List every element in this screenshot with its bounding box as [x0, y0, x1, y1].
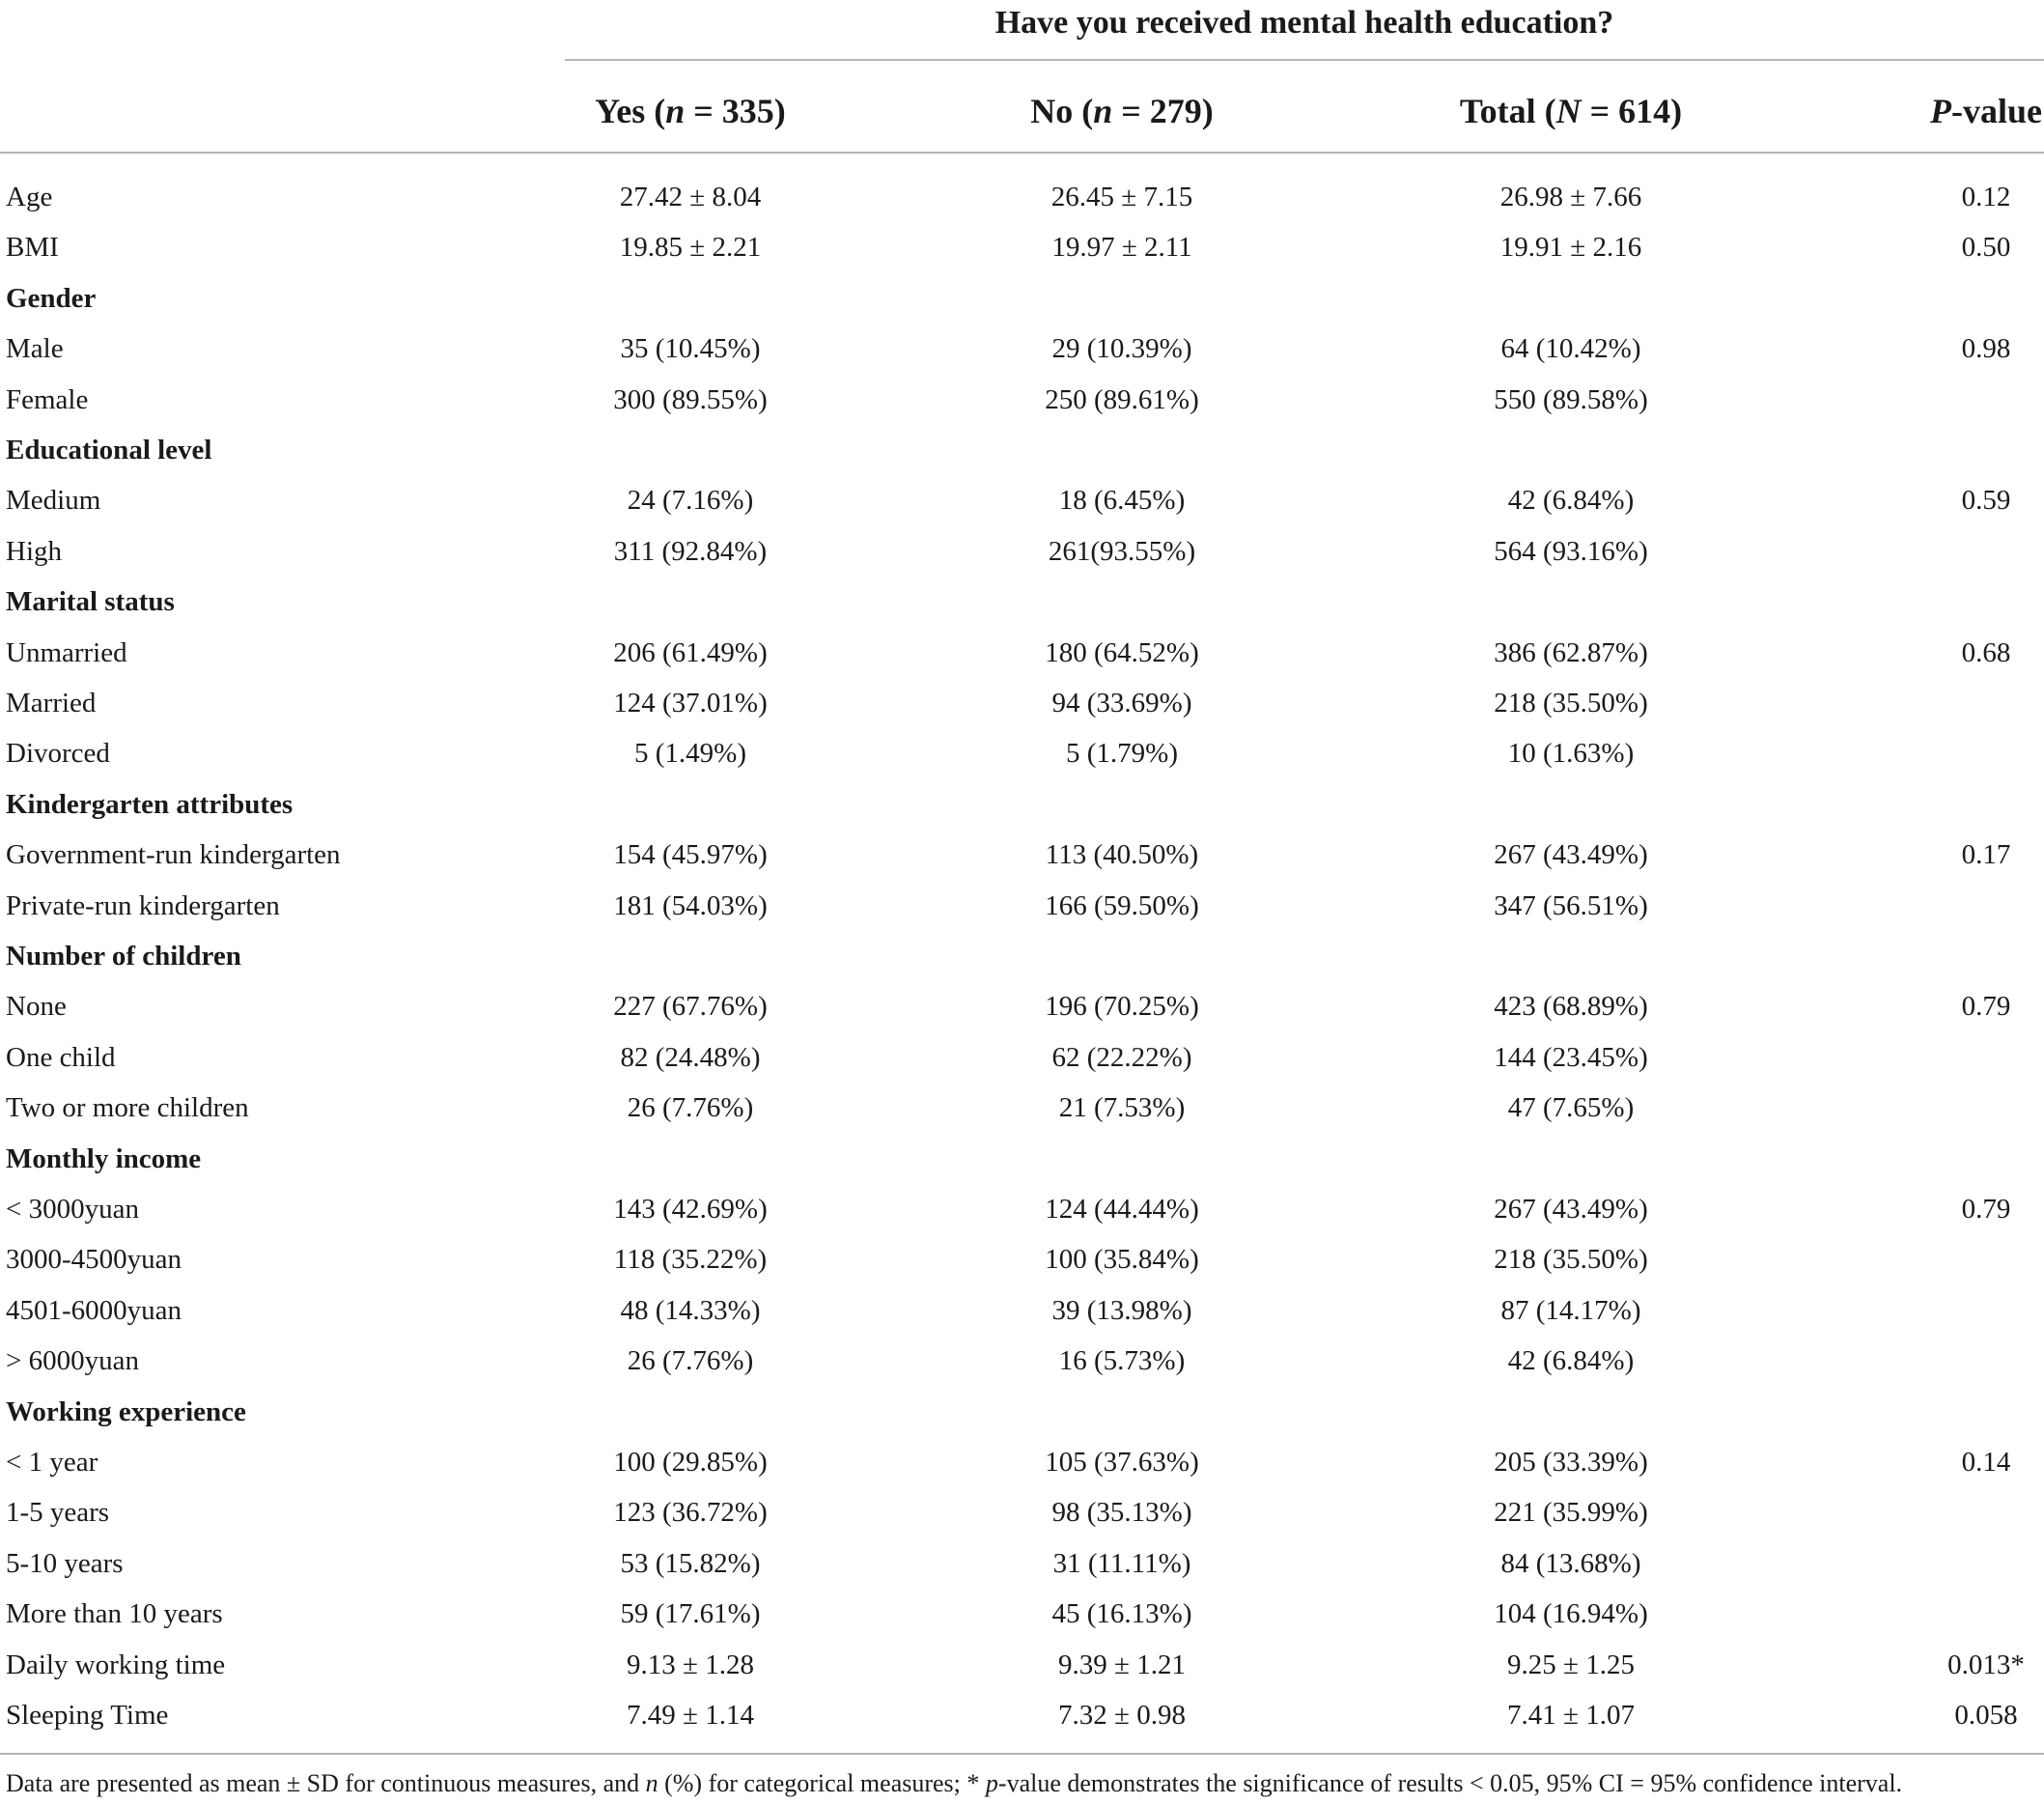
cell-p: 0.14 — [1961, 1447, 2011, 1478]
cell-no: 26.45 ± 7.15 — [1050, 182, 1193, 212]
table-row — [0, 1184, 2044, 1234]
cell-no: 7.32 ± 0.98 — [1058, 1700, 1186, 1731]
cell-total: 104 (16.94%) — [1494, 1598, 1648, 1630]
header-total: Total (N = 614) — [1459, 92, 1683, 130]
cell-no: 62 (22.22%) — [1051, 1041, 1192, 1073]
cell-total: 218 (35.50%) — [1494, 688, 1648, 719]
cell-total: 347 (56.51%) — [1494, 889, 1648, 921]
cell-no: 196 (70.25%) — [1045, 991, 1199, 1023]
cell-label: Medium — [6, 485, 101, 517]
spanner-rule — [565, 59, 2044, 61]
cell-yes: 143 (42.69%) — [613, 1194, 768, 1225]
table-row — [0, 1032, 2044, 1083]
cell-label: Daily working time — [6, 1649, 226, 1680]
cell-total: 267 (43.49%) — [1494, 1194, 1648, 1225]
cell-p — [1861, 1487, 2044, 1537]
cell-label: < 3000yuan — [6, 1194, 139, 1225]
cell-label: One child — [6, 1041, 116, 1073]
cell-label: 5-10 years — [6, 1547, 124, 1579]
cell-label: Married — [6, 688, 97, 719]
cell-p — [1861, 1589, 2044, 1639]
cell-p — [1861, 1336, 2044, 1386]
cell-total: 84 (13.68%) — [1500, 1547, 1641, 1579]
header-yes: Yes (n = 335) — [595, 92, 786, 130]
cell-no: 166 (59.50%) — [1045, 889, 1199, 921]
table-row — [0, 1640, 2044, 1690]
table-section-row — [0, 577, 2044, 627]
table-section-row — [0, 273, 2044, 324]
cell-yes: 100 (29.85%) — [613, 1447, 768, 1478]
cell-no: 261(93.55%) — [1048, 535, 1196, 567]
cell-no: 9.39 ± 1.21 — [1058, 1649, 1186, 1680]
cell-label: Sleeping Time — [6, 1700, 169, 1731]
cell-label: Gender — [6, 282, 97, 314]
table-footnote: Data are presented as mean ± SD for continuous measures, and n (%) for categorical measures; * p-value demonstrates the significance of results < 0.05, 95% CI = 95% confidence interval. — [6, 1769, 1903, 1797]
cell-no: 100 (35.84%) — [1045, 1244, 1199, 1276]
cell-label: Two or more children — [6, 1092, 249, 1124]
table-row — [0, 1589, 2044, 1639]
cell-yes: 181 (54.03%) — [613, 889, 768, 921]
cell-yes: 9.13 ± 1.28 — [627, 1649, 754, 1680]
cell-p: 0.68 — [1961, 636, 2011, 668]
cell-yes: 59 (17.61%) — [620, 1598, 761, 1630]
table-row — [0, 981, 2044, 1031]
cell-total: 7.41 ± 1.07 — [1507, 1700, 1635, 1731]
cell-p: 0.59 — [1961, 485, 2011, 517]
cell-yes: 26 (7.76%) — [627, 1092, 754, 1124]
cell-no: 113 (40.50%) — [1045, 839, 1199, 871]
cell-yes: 5 (1.49%) — [634, 738, 746, 770]
cell-no: 19.97 ± 2.11 — [1051, 232, 1192, 264]
cell-no: 16 (5.73%) — [1058, 1345, 1186, 1377]
cell-p: 0.79 — [1961, 1194, 2011, 1225]
table-spanner-heading: Have you received mental health education? — [994, 5, 1614, 41]
table-row — [0, 475, 2044, 525]
cell-total: 221 (35.99%) — [1494, 1497, 1648, 1529]
cell-label: Divorced — [6, 738, 110, 770]
cell-p — [1861, 1538, 2044, 1589]
table-row — [0, 678, 2044, 728]
table-row — [0, 1538, 2044, 1589]
cell-total: 205 (33.39%) — [1494, 1447, 1648, 1478]
bottom-rule — [0, 1753, 2044, 1755]
cell-yes: 154 (45.97%) — [613, 839, 768, 871]
cell-label: Educational level — [6, 435, 212, 465]
table-row — [0, 830, 2044, 880]
cell-p — [1861, 375, 2044, 425]
table-section-row — [0, 1134, 2044, 1184]
cell-yes: 82 (24.48%) — [620, 1041, 761, 1073]
cell-label: Working experience — [6, 1395, 246, 1427]
cell-no: 250 (89.61%) — [1045, 383, 1199, 415]
cell-no: 105 (37.63%) — [1045, 1447, 1199, 1478]
cell-yes: 26 (7.76%) — [627, 1345, 754, 1377]
cell-yes: 311 (92.84%) — [613, 535, 768, 567]
cell-total: 386 (62.87%) — [1494, 636, 1648, 668]
cell-label: Government-run kindergarten — [6, 839, 341, 871]
table-row — [0, 628, 2044, 678]
cell-p: 0.98 — [1961, 333, 2011, 365]
cell-label: < 1 year — [6, 1447, 98, 1478]
table-row — [0, 1690, 2044, 1740]
cell-label: More than 10 years — [6, 1598, 223, 1630]
cell-label: Male — [6, 333, 64, 365]
table-row — [0, 1336, 2044, 1386]
cell-total: 26.98 ± 7.66 — [1499, 182, 1642, 212]
cell-no: 45 (16.13%) — [1051, 1598, 1192, 1630]
cell-label: 3000-4500yuan — [6, 1244, 182, 1276]
cell-label: Number of children — [6, 941, 241, 972]
cell-p: 0.79 — [1961, 991, 2011, 1023]
table-section-row — [0, 425, 2044, 475]
table-row — [0, 375, 2044, 425]
cell-label: None — [6, 991, 67, 1023]
cell-no: 98 (35.13%) — [1051, 1497, 1192, 1529]
cell-label: Unmarried — [6, 636, 127, 668]
cell-label: Private-run kindergarten — [6, 889, 280, 921]
cell-total: 87 (14.17%) — [1500, 1294, 1641, 1326]
cell-p — [1861, 728, 2044, 778]
cell-no: 21 (7.53%) — [1058, 1092, 1186, 1124]
cell-label: Monthly income — [6, 1142, 202, 1174]
cell-label: > 6000yuan — [6, 1345, 139, 1377]
cell-total: 19.91 ± 2.16 — [1499, 232, 1642, 264]
cell-total: 42 (6.84%) — [1507, 485, 1635, 517]
cell-label: 1-5 years — [6, 1497, 110, 1529]
cell-p — [1861, 881, 2044, 931]
cell-p: 0.058 — [1954, 1700, 2018, 1731]
cell-yes: 123 (36.72%) — [613, 1497, 768, 1529]
cell-no: 124 (44.44%) — [1045, 1194, 1199, 1225]
table-row — [0, 1285, 2044, 1336]
cell-p — [1861, 1285, 2044, 1336]
cell-no: 18 (6.45%) — [1058, 485, 1186, 517]
cell-yes: 124 (37.01%) — [613, 688, 768, 719]
cell-p — [1861, 1032, 2044, 1083]
cell-total: 267 (43.49%) — [1494, 839, 1648, 871]
table-row — [0, 1437, 2044, 1487]
header-p-value: P-value — [1930, 92, 2042, 130]
cell-total: 10 (1.63%) — [1507, 738, 1635, 770]
cell-label: High — [6, 535, 62, 567]
table-row — [0, 324, 2044, 374]
cell-p — [1861, 1083, 2044, 1133]
table-row — [0, 1234, 2044, 1284]
table-row — [0, 526, 2044, 577]
table-row — [0, 172, 2044, 222]
cell-total: 64 (10.42%) — [1500, 333, 1641, 365]
cell-p: 0.17 — [1961, 839, 2011, 871]
cell-total: 9.25 ± 1.25 — [1507, 1649, 1635, 1680]
table-row — [0, 1083, 2044, 1133]
cell-label: 4501-6000yuan — [6, 1294, 182, 1326]
table-section-row — [0, 1387, 2044, 1437]
cell-total: 144 (23.45%) — [1494, 1041, 1648, 1073]
cell-yes: 206 (61.49%) — [613, 636, 768, 668]
cell-yes: 19.85 ± 2.21 — [619, 232, 762, 264]
cell-yes: 300 (89.55%) — [613, 383, 768, 415]
table-section-row — [0, 931, 2044, 981]
cell-yes: 24 (7.16%) — [627, 485, 754, 517]
cell-label: BMI — [6, 232, 59, 264]
cell-yes: 53 (15.82%) — [620, 1547, 761, 1579]
cell-label: Marital status — [6, 586, 175, 618]
cell-total: 423 (68.89%) — [1494, 991, 1648, 1023]
cell-total: 42 (6.84%) — [1507, 1345, 1635, 1377]
header-rule — [0, 152, 2044, 154]
cell-p — [1861, 526, 2044, 577]
table-row — [0, 222, 2044, 272]
cell-no: 39 (13.98%) — [1051, 1294, 1192, 1326]
cell-p: 0.12 — [1961, 182, 2011, 212]
cell-label: Kindergarten attributes — [6, 788, 294, 820]
cell-p: 0.013* — [1947, 1649, 2025, 1680]
cell-yes: 35 (10.45%) — [620, 333, 761, 365]
cell-no: 29 (10.39%) — [1051, 333, 1192, 365]
table-row — [0, 881, 2044, 931]
cell-yes: 27.42 ± 8.04 — [619, 182, 762, 212]
cell-p — [1861, 1234, 2044, 1284]
cell-label: Female — [6, 383, 89, 415]
header-no: No (n = 279) — [1030, 92, 1214, 130]
table-row — [0, 1487, 2044, 1537]
cell-no: 180 (64.52%) — [1045, 636, 1199, 668]
cell-total: 47 (7.65%) — [1507, 1092, 1635, 1124]
table-row — [0, 728, 2044, 778]
cell-total: 550 (89.58%) — [1494, 383, 1648, 415]
cell-yes: 118 (35.22%) — [613, 1244, 768, 1276]
cell-no: 5 (1.79%) — [1066, 738, 1178, 770]
cell-p: 0.50 — [1961, 232, 2011, 264]
cell-yes: 48 (14.33%) — [620, 1294, 761, 1326]
cell-p — [1861, 678, 2044, 728]
table-section-row — [0, 779, 2044, 830]
cell-yes: 227 (67.76%) — [613, 991, 768, 1023]
cell-total: 218 (35.50%) — [1494, 1244, 1648, 1276]
cell-no: 94 (33.69%) — [1051, 688, 1192, 719]
cell-total: 564 (93.16%) — [1494, 535, 1648, 567]
cell-no: 31 (11.11%) — [1052, 1547, 1191, 1579]
cell-yes: 7.49 ± 1.14 — [627, 1700, 754, 1731]
cell-label: Age — [6, 182, 53, 212]
